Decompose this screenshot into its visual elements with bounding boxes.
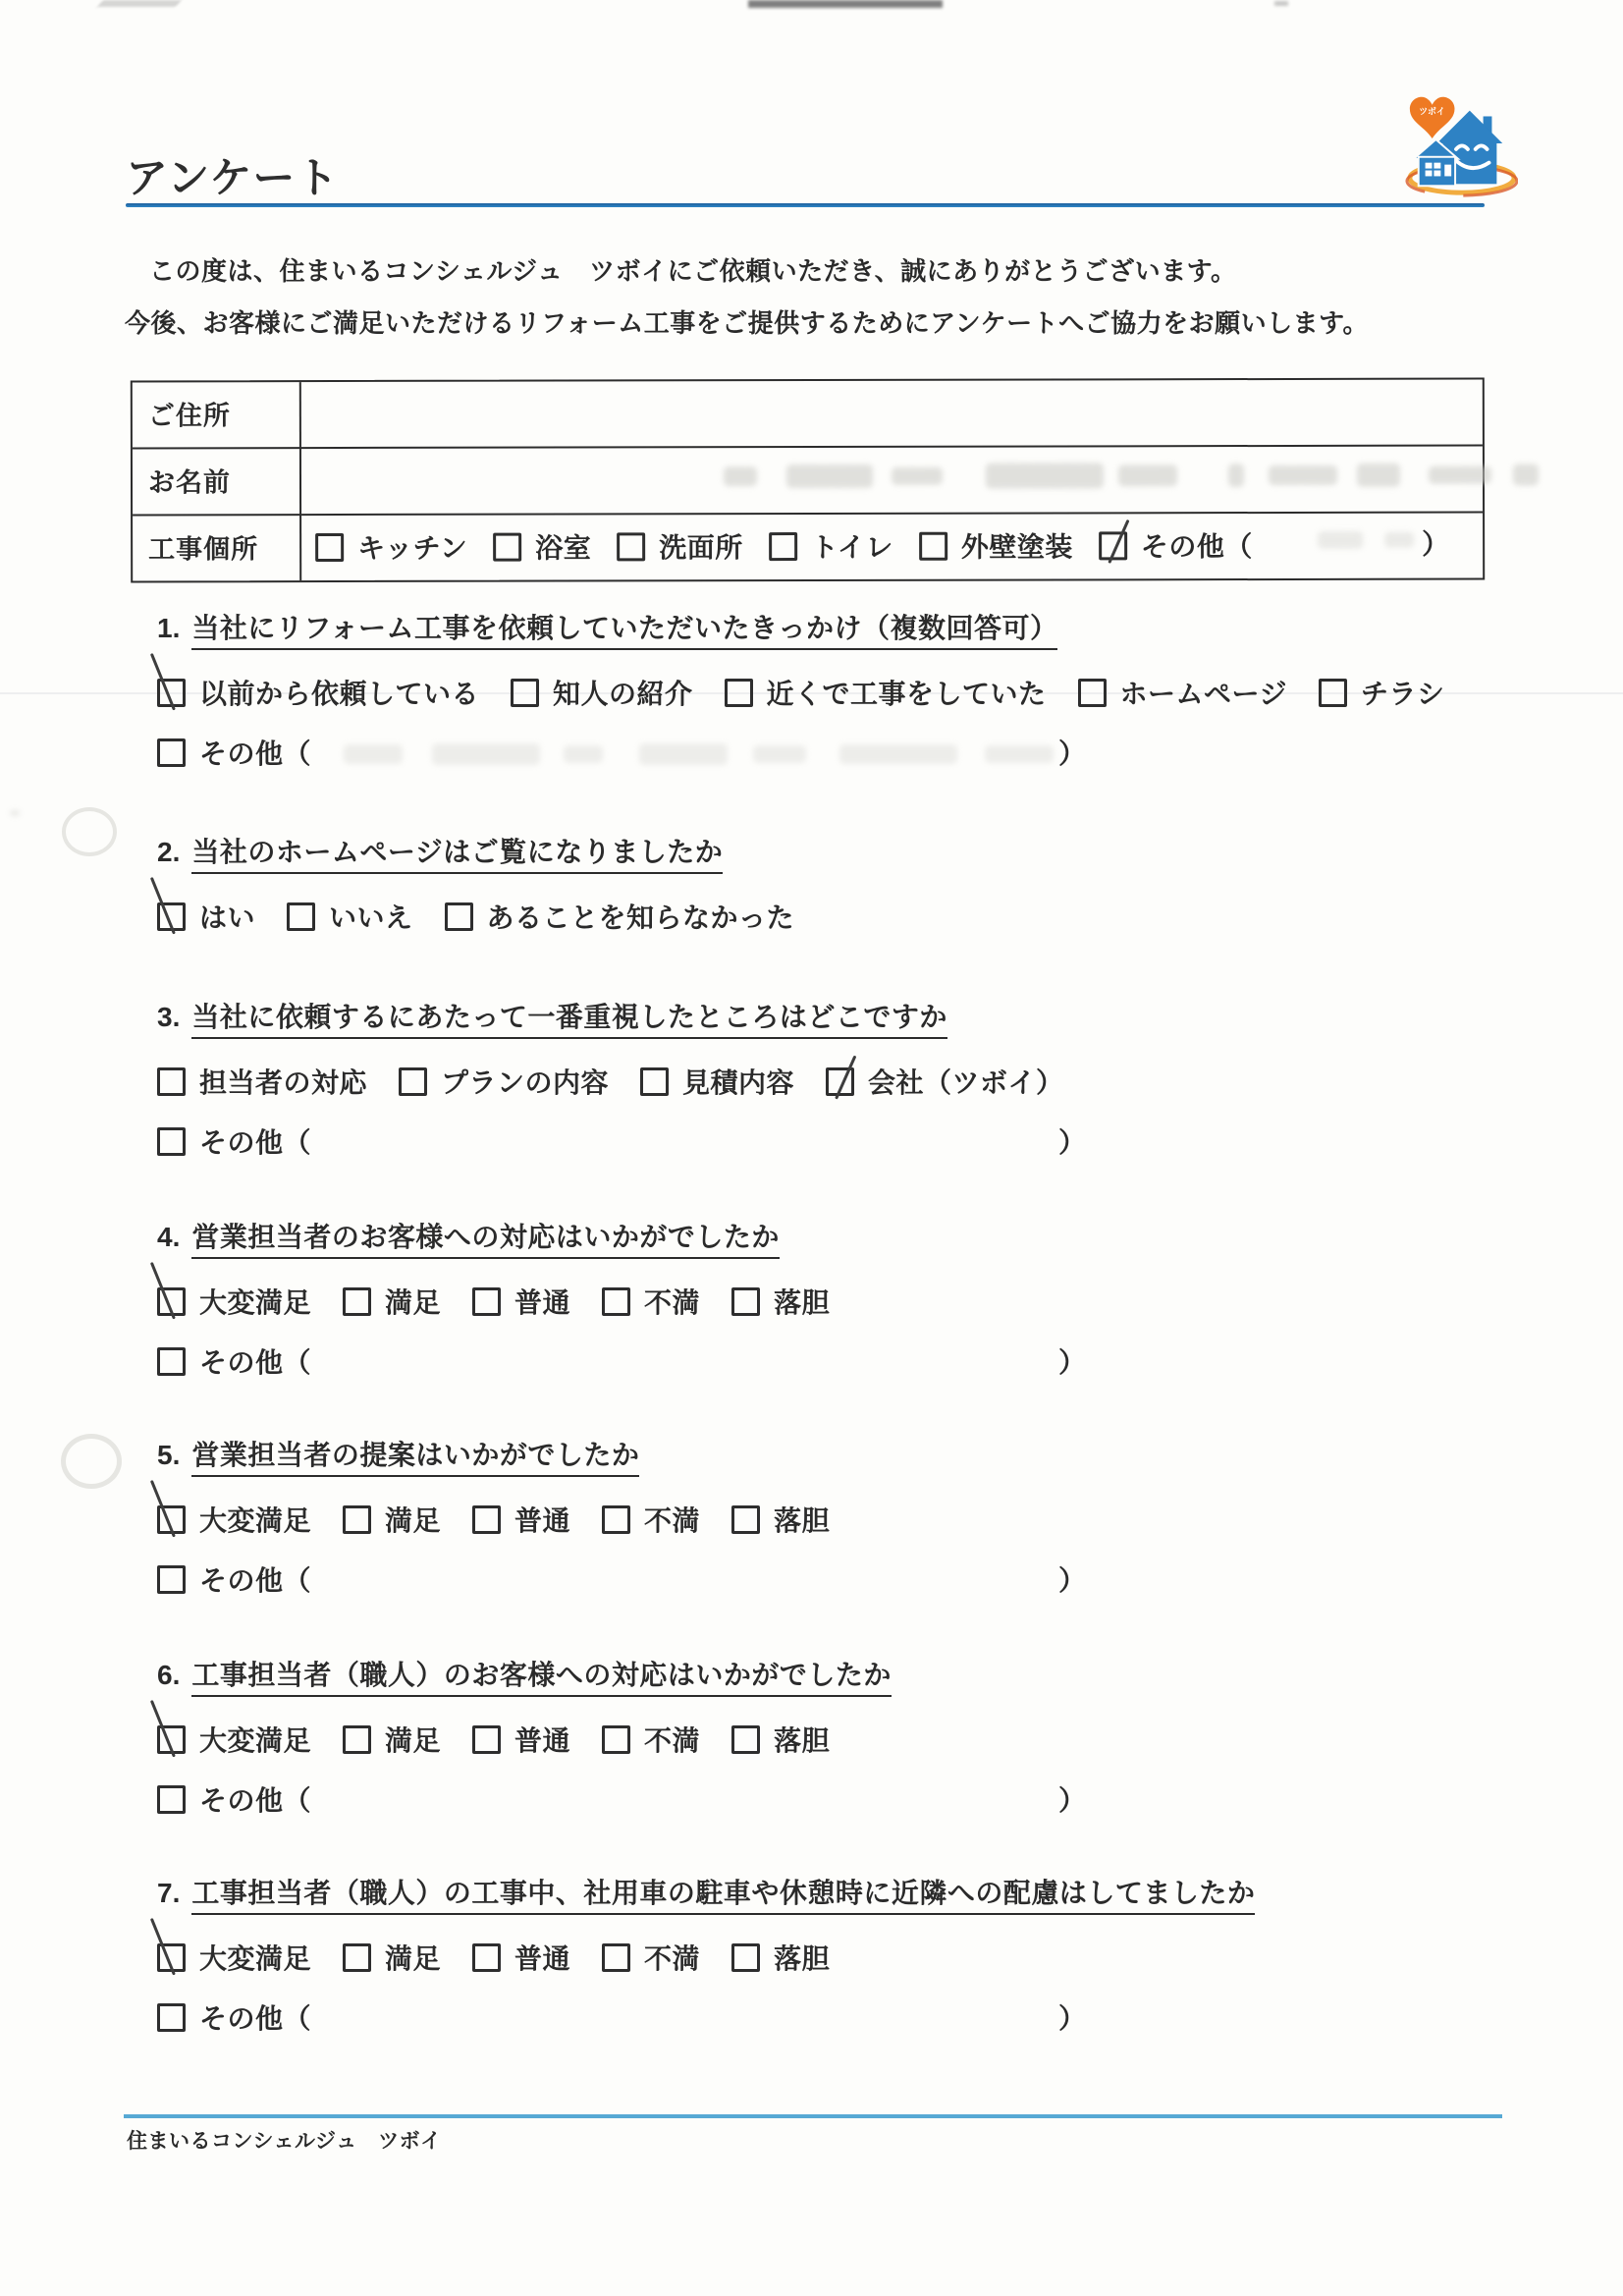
- option-label: 落胆: [774, 1287, 831, 1318]
- checkbox-very-satisfied[interactable]: [157, 1725, 186, 1754]
- question-other-row: [157, 1341, 1090, 1381]
- checkbox-other[interactable]: [157, 1347, 186, 1376]
- option-label: 浴室: [535, 532, 592, 564]
- checkbox-did-not-know[interactable]: [445, 902, 473, 931]
- pen-checkmark: [150, 876, 176, 934]
- footer-rule: [124, 2114, 1502, 2118]
- option-label: 大変満足: [199, 1725, 312, 1756]
- option-label: 担当者の対応: [199, 1067, 368, 1098]
- question-number: 1.: [157, 613, 181, 643]
- question-6: [145, 1654, 1090, 1819]
- paren-close: ）: [1422, 528, 1450, 560]
- paren-close: ）: [1058, 1127, 1087, 1158]
- pen-checkmark: [150, 652, 176, 710]
- checkbox-disappointed[interactable]: [731, 1725, 760, 1754]
- question-title: 工事担当者（職人）の工事中、社用車の駐車や休憩時に近隣への配慮はしてましたか: [191, 1878, 1255, 1915]
- checkbox-very-satisfied[interactable]: [157, 1505, 186, 1534]
- scan-smudge: [1274, 1, 1288, 6]
- pen-checkmark: [1108, 519, 1129, 563]
- option-label: 落胆: [774, 1725, 831, 1756]
- work-option: [617, 526, 743, 566]
- question-heading: [157, 1654, 1090, 1693]
- pen-checkmark: [150, 1699, 176, 1757]
- checkbox-toilet[interactable]: [769, 532, 797, 561]
- question-title: 営業担当者の提案はいかがでしたか: [191, 1440, 639, 1477]
- option-label: あることを知らなかった: [486, 902, 795, 933]
- checkbox-referral[interactable]: [511, 679, 539, 707]
- checkbox-estimate[interactable]: [640, 1067, 669, 1096]
- option-label: 大変満足: [199, 1287, 312, 1318]
- question-other-row: [157, 1779, 1090, 1819]
- option-label: 落胆: [774, 1943, 831, 1974]
- option-label: 不満: [644, 1943, 701, 1974]
- checkbox-homepage[interactable]: [1078, 679, 1107, 707]
- checkbox-flyer[interactable]: [1319, 679, 1347, 707]
- logo-heart-icon: [1410, 97, 1455, 138]
- name-label: お名前: [133, 447, 301, 514]
- other-label: その他（: [199, 1347, 312, 1378]
- question-2: [145, 831, 794, 936]
- question-title: 当社に依頼するにあたって一番重視したところはどこですか: [191, 1002, 947, 1039]
- question-options: [157, 673, 1445, 712]
- checkbox-satisfied[interactable]: [343, 1725, 371, 1754]
- work-option: [315, 527, 467, 567]
- question-4: [145, 1216, 1090, 1381]
- checkbox-dissatisfied[interactable]: [602, 1287, 630, 1316]
- option-label: チラシ: [1361, 679, 1445, 709]
- paren-close: ）: [1058, 1347, 1087, 1378]
- checkbox-other[interactable]: [157, 1127, 186, 1156]
- option-label: 満足: [385, 1725, 442, 1756]
- checkbox-disappointed[interactable]: [731, 1287, 760, 1316]
- question-options: [157, 1500, 1090, 1539]
- option-label: 満足: [385, 1505, 442, 1536]
- checkbox-neutral[interactable]: [472, 1943, 501, 1972]
- checkbox-other[interactable]: [157, 1785, 186, 1814]
- checkbox-dissatisfied[interactable]: [602, 1725, 630, 1754]
- pen-checkmark: [835, 1055, 856, 1099]
- option-label: いいえ: [329, 902, 413, 933]
- option-label: 普通: [514, 1287, 571, 1318]
- footer-company-name: 住まいるコンシェルジュ ツボイ: [127, 2130, 442, 2153]
- checkbox-neutral[interactable]: [472, 1725, 501, 1754]
- checkbox-no[interactable]: [287, 902, 315, 931]
- name-field[interactable]: [301, 445, 1483, 515]
- question-title: 当社にリフォーム工事を依頼していただいたきっかけ（複数回答可）: [191, 613, 1057, 650]
- punch-hole-mark: [61, 1434, 122, 1489]
- question-other-row: [157, 1121, 1090, 1161]
- option-label: プランの内容: [441, 1067, 610, 1098]
- question-options: [157, 897, 794, 936]
- option-label: トイレ: [810, 531, 893, 563]
- question-1: [145, 607, 1445, 772]
- other-label: その他（: [199, 2003, 312, 2034]
- question-5: [145, 1434, 1090, 1599]
- company-house-logo: [1402, 88, 1518, 198]
- question-number: 7.: [157, 1878, 181, 1908]
- option-label: キッチン: [357, 532, 468, 564]
- option-label: 満足: [385, 1287, 442, 1318]
- checkbox-very-satisfied[interactable]: [157, 1287, 186, 1316]
- pen-checkmark: [150, 1917, 176, 1975]
- question-heading: [157, 1872, 1255, 1911]
- question-other-row: [157, 1997, 1090, 2037]
- option-label: 近くで工事をしていた: [766, 679, 1047, 709]
- question-number: 2.: [157, 837, 181, 867]
- checkbox-staff-response[interactable]: [157, 1067, 186, 1096]
- option-label: 普通: [514, 1943, 571, 1974]
- option-label: 洗面所: [659, 532, 743, 564]
- customer-info-table: [131, 378, 1485, 583]
- option-label: 大変満足: [199, 1505, 312, 1536]
- question-number: 6.: [157, 1660, 181, 1690]
- checkbox-satisfied[interactable]: [343, 1943, 371, 1972]
- checkbox-repeat-client[interactable]: [157, 679, 186, 707]
- paren-close: ）: [1058, 738, 1087, 769]
- address-field[interactable]: [301, 380, 1483, 448]
- option-label: その他（: [1140, 531, 1253, 563]
- question-heading: [157, 831, 794, 870]
- redacted-handwriting: [344, 737, 1054, 768]
- logo-heart-text: ツボイ: [1419, 106, 1445, 117]
- intro-line-1: この度は、住まいるコンシェルジュ ツボイにご依頼いただき、誠にありがとうございます。: [149, 256, 1237, 286]
- work-option: [493, 526, 591, 566]
- checkbox-other[interactable]: [157, 738, 186, 767]
- checkbox-dissatisfied[interactable]: [602, 1943, 630, 1972]
- address-label: ご住所: [133, 382, 301, 447]
- other-label: その他（: [199, 1785, 312, 1816]
- question-heading: [157, 1434, 1090, 1473]
- question-options: [157, 1282, 1090, 1321]
- punch-hole-mark: [62, 807, 117, 856]
- option-label: 見積内容: [682, 1067, 795, 1098]
- paren-close: ）: [1058, 1785, 1087, 1816]
- checkbox-nearby-work[interactable]: [725, 679, 753, 707]
- question-options: [157, 1062, 1090, 1101]
- checkbox-very-satisfied[interactable]: [157, 1943, 186, 1972]
- paren-close: ）: [1058, 1565, 1087, 1596]
- question-heading: [157, 996, 1090, 1035]
- other-label: その他（: [199, 1127, 312, 1158]
- option-label: 知人の紹介: [553, 679, 693, 709]
- option-label: はい: [199, 902, 256, 933]
- checkbox-kitchen[interactable]: [315, 532, 344, 561]
- option-label: 大変満足: [199, 1943, 312, 1974]
- other-label: その他（: [199, 738, 312, 769]
- checkbox-company-tsuboi[interactable]: [826, 1067, 854, 1096]
- checkbox-disappointed[interactable]: [731, 1943, 760, 1972]
- option-label: 満足: [385, 1943, 442, 1974]
- question-other-row: [157, 1559, 1090, 1599]
- paren-close: ）: [1058, 2003, 1087, 2034]
- question-number: 5.: [157, 1440, 181, 1470]
- work-location-label: 工事個所: [133, 514, 301, 580]
- scan-smudge: [97, 0, 182, 7]
- intro-line-2: 今後、お客様にご満足いただけるリフォーム工事をご提供するためにアンケートへご協力をお願いします。: [125, 308, 1370, 338]
- checkbox-plan-content[interactable]: [399, 1067, 427, 1096]
- pen-checkmark: [150, 1261, 176, 1319]
- question-title: 工事担当者（職人）のお客様への対応はいかがでしたか: [191, 1660, 892, 1697]
- work-option: [919, 525, 1073, 565]
- question-title: 営業担当者のお客様への対応はいかがでしたか: [191, 1222, 780, 1259]
- redacted-handwriting: [724, 462, 1539, 489]
- question-number: 3.: [157, 1002, 181, 1032]
- question-number: 4.: [157, 1222, 181, 1252]
- checkbox-exterior-paint[interactable]: [919, 531, 947, 560]
- title-rule: [126, 203, 1485, 207]
- option-label: 不満: [644, 1505, 701, 1536]
- checkbox-disappointed[interactable]: [731, 1505, 760, 1534]
- question-options: [157, 1720, 1090, 1759]
- checkbox-neutral[interactable]: [472, 1287, 501, 1316]
- option-label: 以前から依頼している: [199, 679, 480, 709]
- pen-checkmark: [150, 1479, 176, 1537]
- checkbox-washroom[interactable]: [617, 532, 645, 561]
- checkbox-yes[interactable]: [157, 902, 186, 931]
- checkbox-satisfied[interactable]: [343, 1287, 371, 1316]
- option-label: 不満: [644, 1725, 701, 1756]
- checkbox-work-other[interactable]: [1099, 531, 1127, 560]
- question-other-row: [157, 733, 1090, 772]
- work-location-options: [301, 512, 1483, 581]
- question-heading: [157, 1216, 1090, 1255]
- scan-smudge: [748, 0, 943, 8]
- page-title: アンケート: [126, 155, 340, 202]
- question-heading: [157, 607, 1445, 646]
- other-label: その他（: [199, 1565, 312, 1596]
- question-3: [145, 996, 1090, 1161]
- checkbox-neutral[interactable]: [472, 1505, 501, 1534]
- work-option: [769, 526, 893, 566]
- question-options: [157, 1938, 1255, 1977]
- redacted-handwriting: [1318, 531, 1414, 549]
- scan-speck: [10, 811, 20, 815]
- question-title: 当社のホームページはご覧になりましたか: [191, 837, 723, 874]
- option-label: 普通: [514, 1505, 571, 1536]
- question-7: [145, 1872, 1255, 2037]
- option-label: 外壁塗装: [960, 531, 1073, 563]
- option-label: 不満: [644, 1287, 701, 1318]
- option-label: ホームページ: [1119, 679, 1287, 709]
- option-label: 普通: [514, 1725, 571, 1756]
- work-option: [1099, 525, 1253, 565]
- checkbox-other[interactable]: [157, 2003, 186, 2032]
- checkbox-other[interactable]: [157, 1565, 186, 1594]
- option-label: 落胆: [774, 1505, 831, 1536]
- option-label: 会社（ツボイ）: [868, 1067, 1064, 1098]
- checkbox-bathroom[interactable]: [493, 532, 521, 561]
- checkbox-satisfied[interactable]: [343, 1505, 371, 1534]
- checkbox-dissatisfied[interactable]: [602, 1505, 630, 1534]
